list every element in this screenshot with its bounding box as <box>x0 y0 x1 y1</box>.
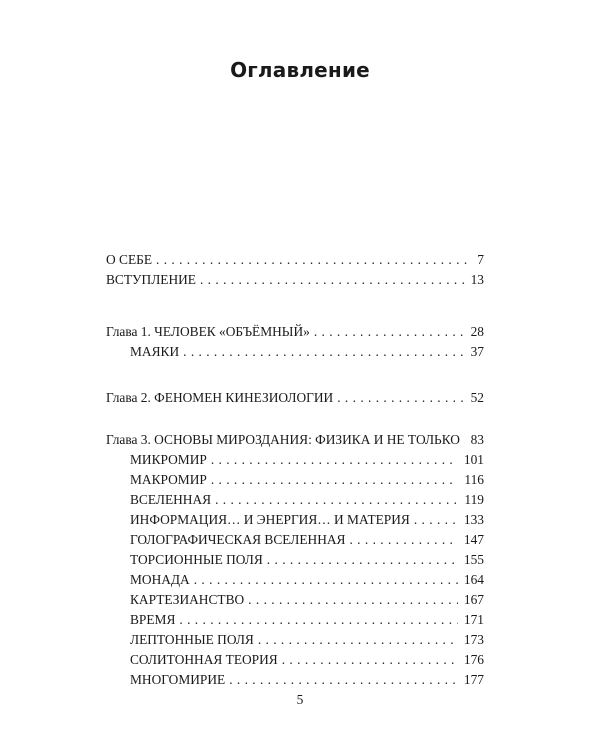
dot-leader <box>267 550 458 570</box>
toc-entry-page: 155 <box>463 552 484 567</box>
toc-subentry <box>106 530 484 550</box>
dot-leader <box>314 322 465 342</box>
toc-entry-page: 133 <box>463 512 484 527</box>
toc-subentry <box>106 610 484 630</box>
dot-leader <box>183 342 464 362</box>
toc-subentry <box>106 470 484 490</box>
toc-subentry <box>106 450 484 470</box>
toc-entry-label: Глава 3. ОСНОВЫ МИРОЗДАНИЯ: ФИЗИКА И НЕ ТОЛЬКО <box>106 432 460 447</box>
toc-entry-page: 173 <box>463 632 484 647</box>
page-number: 5 <box>296 692 304 707</box>
dot-leader <box>211 450 458 470</box>
toc-subentry <box>106 630 484 650</box>
toc-entry-label: МНОГОМИРИЕ <box>130 672 226 687</box>
toc-entry-label: Глава 2. ФЕНОМЕН КИНЕЗИОЛОГИИ <box>106 390 334 405</box>
toc-entry-page: 147 <box>463 532 484 547</box>
toc-entry-chapter-2 <box>106 388 484 408</box>
dot-leader <box>248 590 458 610</box>
toc-subentry <box>106 670 484 690</box>
toc-entry-page: 176 <box>463 652 484 667</box>
dot-leader <box>179 610 458 630</box>
toc-entry-label: О СЕБЕ <box>106 252 152 267</box>
toc-entry-label: МАЯКИ <box>130 344 180 359</box>
toc-entry-label: МОНАДА <box>130 572 190 587</box>
toc-entry-page: 177 <box>463 672 484 687</box>
dot-leader <box>414 510 458 530</box>
toc-entry-label: ВСЕЛЕННАЯ <box>130 492 212 507</box>
dot-leader <box>215 490 458 510</box>
toc-entry-page: 37 <box>470 344 484 359</box>
toc-entry-page: 52 <box>470 390 484 405</box>
dot-leader <box>229 670 458 690</box>
dot-leader <box>282 650 458 670</box>
dot-leader <box>211 470 459 490</box>
toc-entry-label: ТОРСИОННЫЕ ПОЛЯ <box>130 552 263 567</box>
toc-subentry <box>106 490 484 510</box>
toc-entry-page: 28 <box>470 324 484 339</box>
toc-subentry <box>106 650 484 670</box>
toc-entry-chapter-1 <box>106 322 484 342</box>
toc-entry-label: ВСТУПЛЕНИЕ <box>106 272 196 287</box>
dot-leader <box>258 630 458 650</box>
toc-entry-label: ВРЕМЯ <box>130 612 176 627</box>
table-of-contents <box>106 250 484 690</box>
dot-leader <box>464 430 465 450</box>
dot-leader <box>200 270 465 290</box>
toc-entry-label: ГОЛОГРАФИЧЕСКАЯ ВСЕЛЕННАЯ <box>130 532 346 547</box>
toc-entry-page: 116 <box>464 472 484 487</box>
toc-entry-page: 167 <box>463 592 484 607</box>
toc-entry-label: СОЛИТОННАЯ ТЕОРИЯ <box>130 652 278 667</box>
toc-entry-about <box>106 250 484 270</box>
toc-entry-intro <box>106 270 484 290</box>
dot-leader <box>349 530 457 550</box>
toc-entry-chapter-3 <box>106 430 484 450</box>
toc-entry-label: КАРТЕЗИАНСТВО <box>130 592 245 607</box>
toc-entry-page: 7 <box>477 252 484 267</box>
page-title: Оглавление <box>230 58 370 82</box>
toc-subentry <box>106 550 484 570</box>
toc-entry-page: 13 <box>470 272 484 287</box>
toc-entry-page: 171 <box>463 612 484 627</box>
toc-entry-label: ИНФОРМАЦИЯ… И ЭНЕРГИЯ… И МАТЕРИЯ <box>130 512 410 527</box>
toc-entry-label: МАКРОМИР <box>130 472 207 487</box>
toc-subentry <box>106 342 484 362</box>
toc-entry-page: 119 <box>464 492 484 507</box>
dot-leader <box>156 250 471 270</box>
dot-leader <box>194 570 458 590</box>
toc-entry-page: 164 <box>463 572 484 587</box>
toc-subentry <box>106 570 484 590</box>
toc-subentry <box>106 590 484 610</box>
toc-entry-label: Глава 1. ЧЕЛОВЕК «ОБЪЁМНЫЙ» <box>106 324 310 339</box>
dot-leader <box>337 388 464 408</box>
toc-entry-label: ЛЕПТОННЫЕ ПОЛЯ <box>130 632 254 647</box>
toc-entry-label: МИКРОМИР <box>130 452 207 467</box>
toc-entry-page: 83 <box>470 432 484 447</box>
toc-entry-page: 101 <box>463 452 484 467</box>
toc-subentry <box>106 510 484 530</box>
